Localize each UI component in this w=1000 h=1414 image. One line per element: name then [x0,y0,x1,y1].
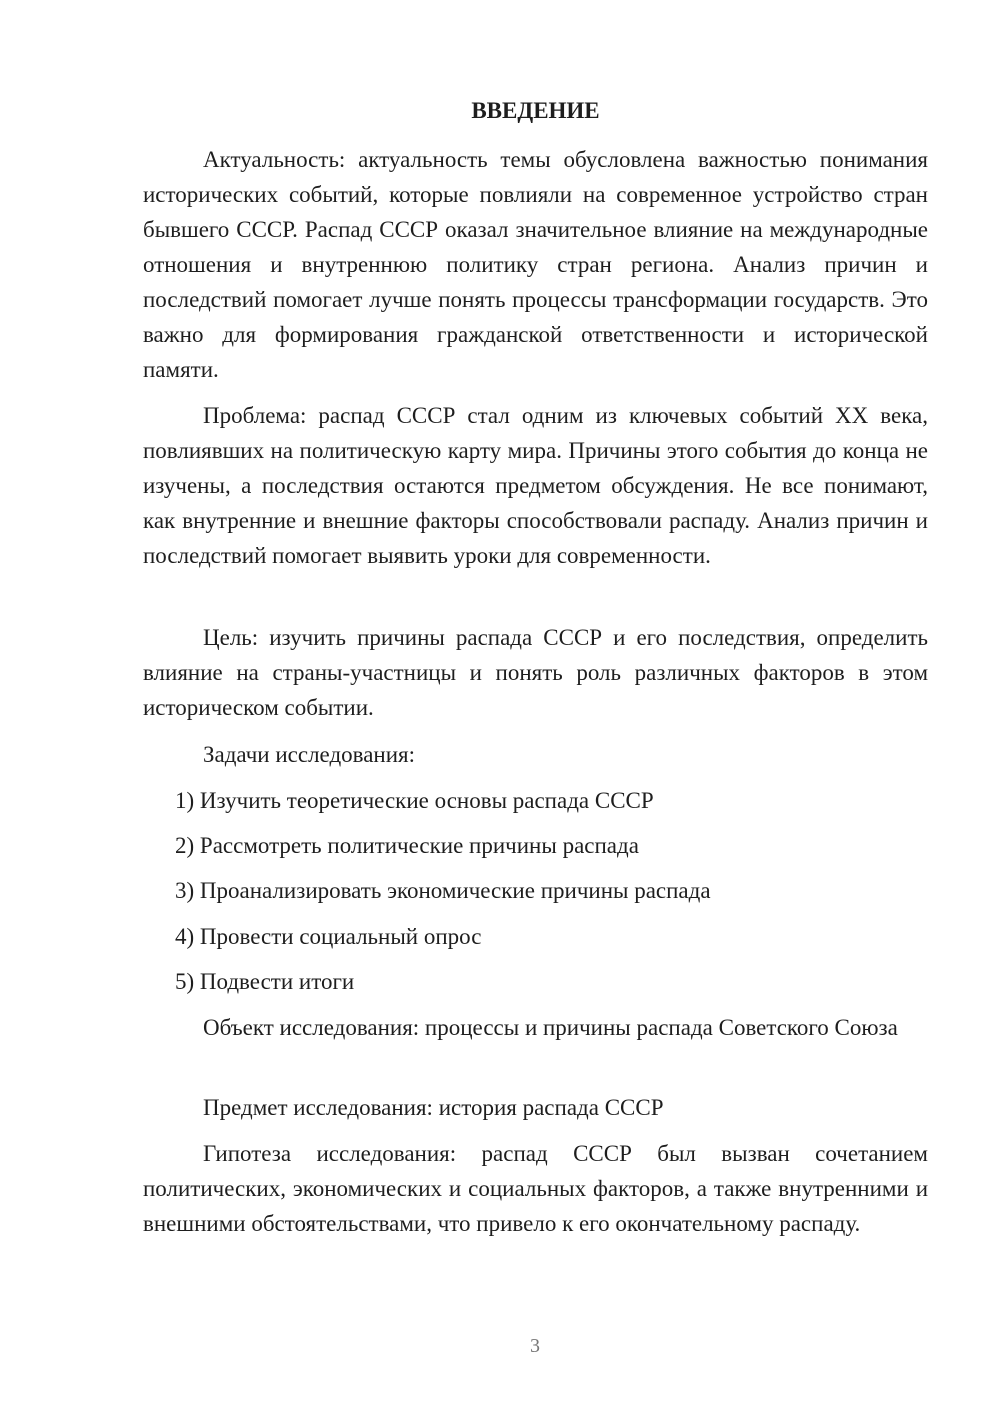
goal-paragraph: Цель: изучить причины распада СССР и его последствия, определить влияние на страны-участницы и понять роль различных факторов в этом историческом событии. [143,625,928,720]
tasks-heading: Задачи исследования: [203,742,416,767]
object-paragraph: Объект исследования: процессы и причины распада Советского Союза [203,1015,898,1040]
task-item: 3) Проанализировать экономические причины распада [175,878,711,903]
page-number: 3 [530,1335,540,1357]
relevance-paragraph: Актуальность: актуальность темы обусловлена важностью понимания исторических событий, которые повлияли на современное устройство стран бывшего СССР. Распад СССР оказал значительное влияние на международные отношения и внутреннюю политику стран региона. Анализ причин и последствий помогает лучше понять процессы трансформации государств. Это важно для формирования гражданской ответственности и исторической памяти. [143,147,928,382]
subject-paragraph: Предмет исследования: история распада СССР [203,1095,664,1120]
hypothesis-paragraph: Гипотеза исследования: распад СССР был вызван сочетанием политических, экономических и социальных факторов, а также внутренними и внешними обстоятельствами, что привело к его окончательному распаду. [143,1141,928,1236]
task-item: 5) Подвести итоги [175,969,355,994]
problem-paragraph: Проблема: распад СССР стал одним из ключевых событий XX века, повлиявших на политическую карту мира. Причины этого события до конца не изучены, а последствия остаются предметом обсуждения. Не все понимают, как внутренние и внешние факторы способствовали распаду. Анализ причин и последствий помогает выявить уроки для современности. [143,403,928,568]
task-item: 4) Провести социальный опрос [175,924,482,949]
task-item: 1) Изучить теоретические основы распада СССР [175,788,654,813]
page-heading: ВВЕДЕНИЕ [471,98,600,123]
task-item: 2) Рассмотреть политические причины распада [175,833,639,858]
